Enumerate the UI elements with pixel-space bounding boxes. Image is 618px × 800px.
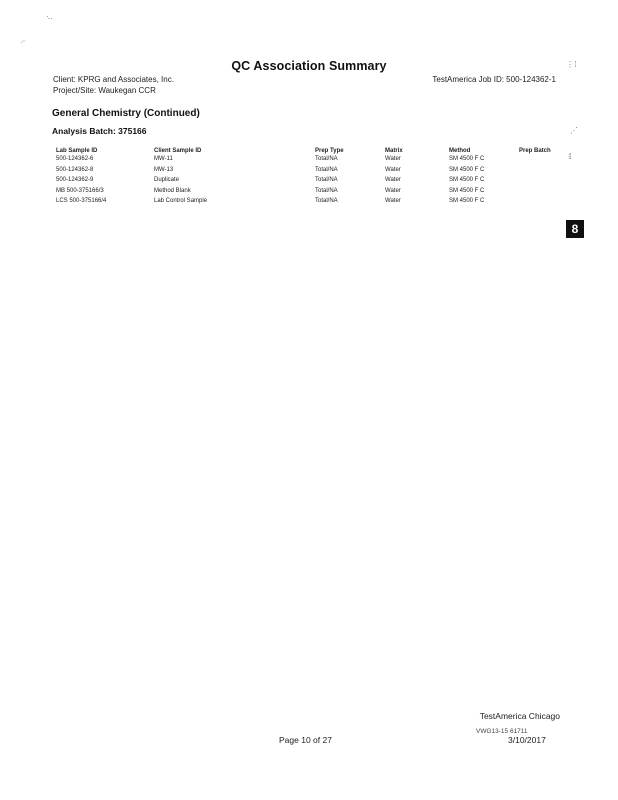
method: SM 4500 F C — [449, 198, 485, 205]
prep-type: Total/NA — [315, 177, 338, 184]
method: SM 4500 F C — [449, 187, 485, 194]
client-sample-id: MW-13 — [154, 166, 174, 173]
lab-sample-id: 500-124362-6 — [56, 156, 94, 163]
header-method: Method — [449, 148, 471, 154]
qc-association-table — [56, 143, 569, 207]
matrix: Water — [385, 156, 401, 163]
lab-name: TestAmerica Chicago — [479, 711, 560, 721]
table-row — [56, 175, 569, 186]
prep-type: Total/NA — [315, 166, 338, 173]
scan-mark: ⋮ ⁞ — [566, 60, 576, 69]
page-title: QC Association Summary — [231, 59, 387, 73]
header-matrix: Matrix — [385, 148, 403, 154]
method: SM 4500 F C — [449, 177, 485, 184]
scan-mark: ·⁻ — [20, 38, 25, 47]
matrix: Water — [385, 166, 401, 173]
analysis-batch: Analysis Batch: 375166 — [52, 126, 147, 136]
lab-sample-id: 500-124362-9 — [56, 177, 94, 184]
table-row — [56, 165, 569, 176]
prep-batch — [519, 175, 569, 186]
header-prep-type: Prep Type — [315, 148, 344, 154]
prep-type: Total/NA — [315, 187, 338, 194]
client-sample-id: MW-11 — [154, 156, 173, 163]
lab-sample-id: 500-124362-8 — [56, 166, 94, 173]
table-row — [56, 154, 569, 165]
lab-sample-id: LCS 500-375166/4 — [56, 198, 107, 205]
header-lab-sample-id: Lab Sample ID — [56, 148, 98, 154]
prep-type: Total/NA — [315, 156, 338, 163]
matrix: Water — [385, 177, 401, 184]
project-site: Project/Site: Waukegan CCR — [53, 86, 156, 95]
prep-batch — [519, 154, 569, 165]
table-header-row — [56, 143, 569, 154]
method: SM 4500 F C — [449, 166, 485, 173]
section-title: General Chemistry (Continued) — [52, 108, 200, 119]
prep-type: Total/NA — [315, 198, 338, 205]
section-tab-badge: 8 — [566, 220, 584, 238]
client-sample-id: Duplicate — [154, 177, 180, 184]
report-date: 3/10/2017 — [508, 735, 546, 745]
method: SM 4500 F C — [449, 156, 485, 163]
table-row — [56, 196, 569, 207]
job-id: TestAmerica Job ID: 500-124362-1 — [432, 75, 556, 84]
matrix: Water — [385, 187, 401, 194]
client-sample-id: Lab Control Sample — [154, 198, 208, 205]
header-client-sample-id: Client Sample ID — [154, 148, 202, 154]
header-prep-batch: Prep Batch — [519, 148, 551, 154]
client-name: Client: KPRG and Associates, Inc. — [53, 75, 174, 84]
lab-sample-id: MB 500-375166/3 — [56, 187, 104, 194]
scan-mark: ⁝⁞ — [568, 152, 571, 161]
document-id: VWG13-15 61711 — [476, 728, 528, 735]
table-row — [56, 186, 569, 197]
scan-mark: ·‥ — [46, 12, 53, 21]
page-number: Page 10 of 27 — [279, 735, 332, 745]
client-sample-id: Method Blank — [154, 187, 191, 194]
prep-batch — [519, 196, 569, 207]
prep-batch — [519, 165, 569, 176]
matrix: Water — [385, 198, 401, 205]
scan-mark: ⋰ — [570, 126, 577, 135]
prep-batch — [519, 186, 569, 197]
